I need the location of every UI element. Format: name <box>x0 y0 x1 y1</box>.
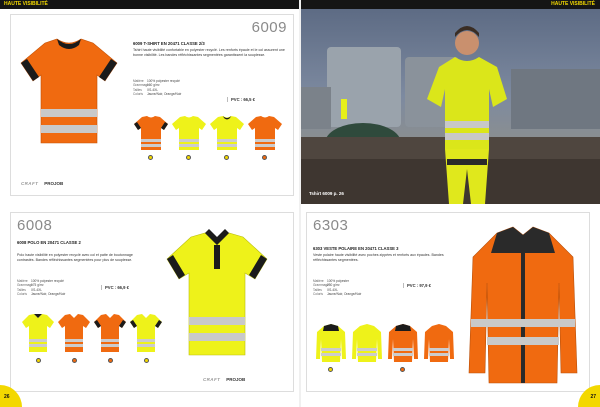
product-title: 6009 T-SHIRT EN 20471 CLASSE 2/3 <box>133 41 205 46</box>
product-number: 6009 <box>251 19 287 36</box>
brand-logos <box>21 181 63 186</box>
product-specs <box>313 279 397 297</box>
lifestyle-photo <box>301 9 600 204</box>
product-card-6303 <box>306 212 590 392</box>
product-price: PVC : 66,9 € <box>101 285 129 290</box>
color-swatch <box>148 155 153 160</box>
product-number: 6303 <box>313 217 349 234</box>
color-swatch <box>224 155 229 160</box>
product-description: Veste polaire haute visibilité avec poches zippées et renforts aux épaules. Bandes réfléchissantes segmentées. <box>313 253 444 262</box>
spec-row: Matière 100% polyester recyclé <box>17 279 64 283</box>
color-swatch <box>72 358 77 363</box>
variant-tshirt-orange-2 <box>247 115 283 151</box>
product-specs <box>17 279 97 297</box>
product-specs <box>133 79 223 97</box>
color-swatch <box>186 155 191 160</box>
spec-row: Grammage 160 g/m² <box>133 83 160 88</box>
product-description: Polo haute visibilité en polyester recyclé avec col et patte de boutonnage contrastés. Bandes réfléchissantes segmentées pour plus de souplesse. <box>17 253 133 262</box>
spec-row: Coloris Jaune/Noir, Orange/Noir <box>313 292 362 297</box>
section-header-left: HAUTE VISIBILITÉ <box>0 0 300 9</box>
variant-polo-orange-2 <box>93 313 127 353</box>
spec-row: Grammage 250 g/m² <box>313 283 340 288</box>
variant-tshirt-orange <box>133 115 169 151</box>
craft-logo: CRAFT <box>21 181 39 186</box>
spec-row: Tailles XS-4XL <box>17 287 42 292</box>
photo-caption: Tshirt 6009 p. 26 <box>309 191 344 196</box>
polo-yellow-image <box>161 229 271 359</box>
variant-jacket-yellow <box>315 323 347 363</box>
worker-photo-illustration <box>301 9 600 204</box>
spec-row: Tailles XS-4XL <box>133 87 158 92</box>
spec-row: Matière 100% polyester <box>313 279 349 283</box>
projob-logo: PROJOB <box>226 377 246 382</box>
page-number-left: 26 <box>4 394 10 400</box>
page-number-right: 27 <box>590 394 596 400</box>
section-header-right: HAUTE VISIBILITÉ <box>300 0 600 9</box>
spec-row: Coloris Jaune/Noir, Orange/Noir <box>133 92 182 97</box>
color-swatch <box>400 367 405 372</box>
variant-jacket-orange-2 <box>423 323 455 363</box>
color-swatch <box>328 367 333 372</box>
product-title: 6303 VESTE POLAIRE EN 20471 CLASSE 3 <box>313 246 399 251</box>
product-title: 6008 POLO EN 20471 CLASSE 2 <box>17 240 81 245</box>
variant-jacket-orange <box>387 323 419 363</box>
product-price: PVC : 66,5 € <box>227 97 255 102</box>
variant-polo-yellow <box>21 313 55 353</box>
craft-logo: CRAFT <box>203 377 221 382</box>
spec-row: Tailles XS-4XL <box>313 287 338 292</box>
projob-logo: PROJOB <box>44 181 64 186</box>
color-swatch <box>144 358 149 363</box>
tshirt-orange-image <box>17 37 121 147</box>
spec-row: Grammage 175 g/m² <box>17 283 44 288</box>
variant-tshirt-yellow-2 <box>209 115 245 151</box>
spec-row: Matière 100% polyester recyclé <box>133 79 180 83</box>
color-swatch <box>36 358 41 363</box>
variant-polo-orange <box>57 313 91 353</box>
variant-tshirt-yellow <box>171 115 207 151</box>
fleece-jacket-orange-image <box>463 223 583 387</box>
color-swatch <box>262 155 267 160</box>
variant-polo-yellow-2 <box>129 313 163 353</box>
spec-row: Coloris Jaune/Noir, Orange/Noir <box>17 292 66 297</box>
product-card-6009 <box>10 14 294 196</box>
product-card-6008 <box>10 212 294 392</box>
color-swatch <box>108 358 113 363</box>
product-description: Tshirt haute visibilité confortable en polyester recyclé. Les renforts épaule et le col assurent une bonne visibilité. Les bandes réfléchissantes segmentées garantissent la souplesse. <box>133 48 285 57</box>
brand-logos <box>203 377 245 382</box>
product-price: PVC : 97,9 € <box>403 283 431 288</box>
variant-jacket-yellow-2 <box>351 323 383 363</box>
product-number: 6008 <box>17 217 53 234</box>
